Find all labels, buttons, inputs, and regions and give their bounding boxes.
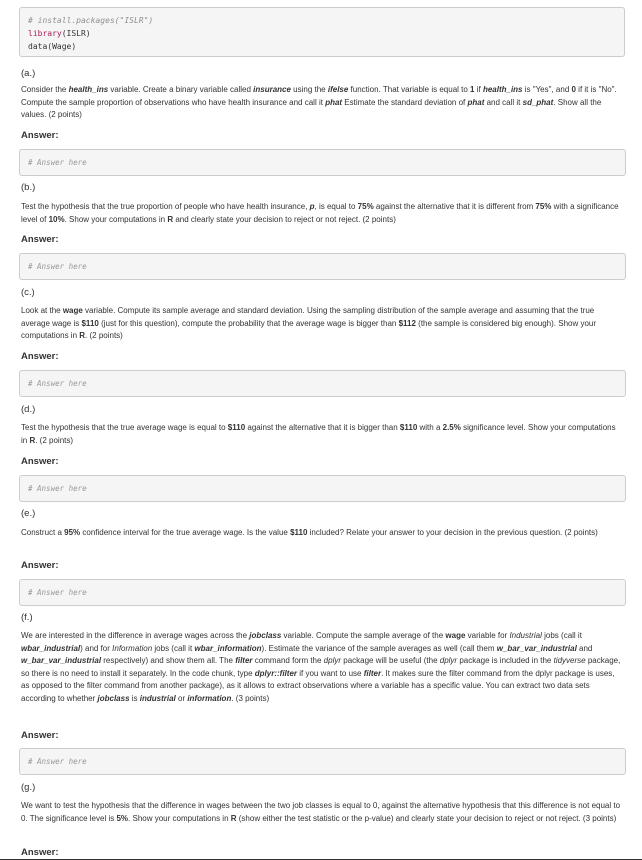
answer-label-c: Answer:: [21, 351, 59, 362]
part-c-label: (c.): [21, 287, 35, 298]
part-d-label: (d.): [21, 404, 36, 415]
answer-label-g: Answer:: [21, 847, 59, 858]
code-comment: # install.packages("ISLR"): [28, 16, 154, 25]
code-data-line: data(Wage): [28, 42, 77, 51]
code-chunk[interactable]: [19, 7, 625, 57]
part-a-label: (a.): [21, 68, 36, 79]
answer-box-c[interactable]: # Answer here: [19, 370, 626, 397]
part-c-text: Look at the wage variable. Compute its sample average and standard deviation. Using the sampling distribution of the sample average and assuming that the true average wage is $110 (just for this question), compute the probability that the average wage is bigger than $112 (the sample is considered big enough). Show your computations in R. (2 points): [21, 306, 597, 340]
part-b-text: Test the hypothesis that the true proportion of people who have health insurance, p, is equal to 75% against the alternative that it is different from 75% with a significance level of 10%. Show your computations in R and clearly state your decision to reject or not reject. (2 points): [21, 202, 619, 224]
answer-box-a[interactable]: # Answer here: [19, 149, 626, 176]
answer-label-d: Answer:: [21, 456, 59, 467]
code-library-line: [28, 27, 616, 40]
answer-box-f[interactable]: # Answer here: [19, 748, 626, 775]
part-f-text: We are interested in the difference in average wages across the jobclass variable. Compute the sample average of the wage variable for Industrial jobs (call it wbar_industrial) and for Information jobs (call it wbar_information). Estimate the variance of the sample averages as well (call them w_bar_var_industrial and w_bar_var_industrial respectively) and show them all. The filter command form the dplyr package will be useful (the dplyr package is included in the tidyverse package, so there is no need to install it separately. In the code chunk, type dplyr::filter if you want to use filter. It makes sure the filter command from the dplyr package is uses, as opposed to the filter command from another package), as it allows to extract observations where a variable has a specific value. You can extract two data sets according to whether jobclass is industrial or information. (3 points): [21, 631, 621, 703]
answer-box-e[interactable]: # Answer here: [19, 579, 626, 606]
code-keyword: library: [28, 29, 62, 38]
answer-label-a: Answer:: [21, 130, 59, 141]
answer-label-f: Answer:: [21, 730, 59, 741]
part-a-text: Consider the health_ins variable. Create a binary variable called insurance using the ifelse function. That variable is equal to 1 if health_ins is "Yes", and 0 if it is "No". Compute the sample proportion of observations who have health insurance and call it phat Estimate the standard deviation of phat and call it sd_phat. Show all the values. (2 points): [21, 85, 617, 119]
answer-label-e: Answer:: [21, 560, 59, 571]
answer-box-b[interactable]: # Answer here: [19, 253, 626, 280]
answer-label-b: Answer:: [21, 234, 59, 245]
part-f-label: (f.): [21, 612, 33, 623]
answer-box-d[interactable]: # Answer here: [19, 475, 626, 502]
part-e-text: Construct a 95% confidence interval for the true average wage. Is the value $110 included? Relate your answer to your decision in the previous question. (2 points): [21, 528, 598, 537]
part-g-label: (g.): [21, 782, 36, 793]
part-d-text: Test the hypothesis that the true average wage is equal to $110 against the alternative that it is bigger than $110 with a 2.5% significance level. Show your computations in R. (2 points): [21, 423, 616, 445]
part-e-label: (e.): [21, 508, 36, 519]
part-b-label: (b.): [21, 182, 36, 193]
code-args: (ISLR): [61, 29, 91, 38]
part-g-text: We want to test the hypothesis that the difference in wages between the two job classes is equal to 0, against the alternative hypothesis that this difference is not equal to 0. The significance level is 5%. Show your computations in R (show either the test statistic or the p-value) and clearly state your decision to reject or not reject. (3 points): [21, 801, 621, 823]
